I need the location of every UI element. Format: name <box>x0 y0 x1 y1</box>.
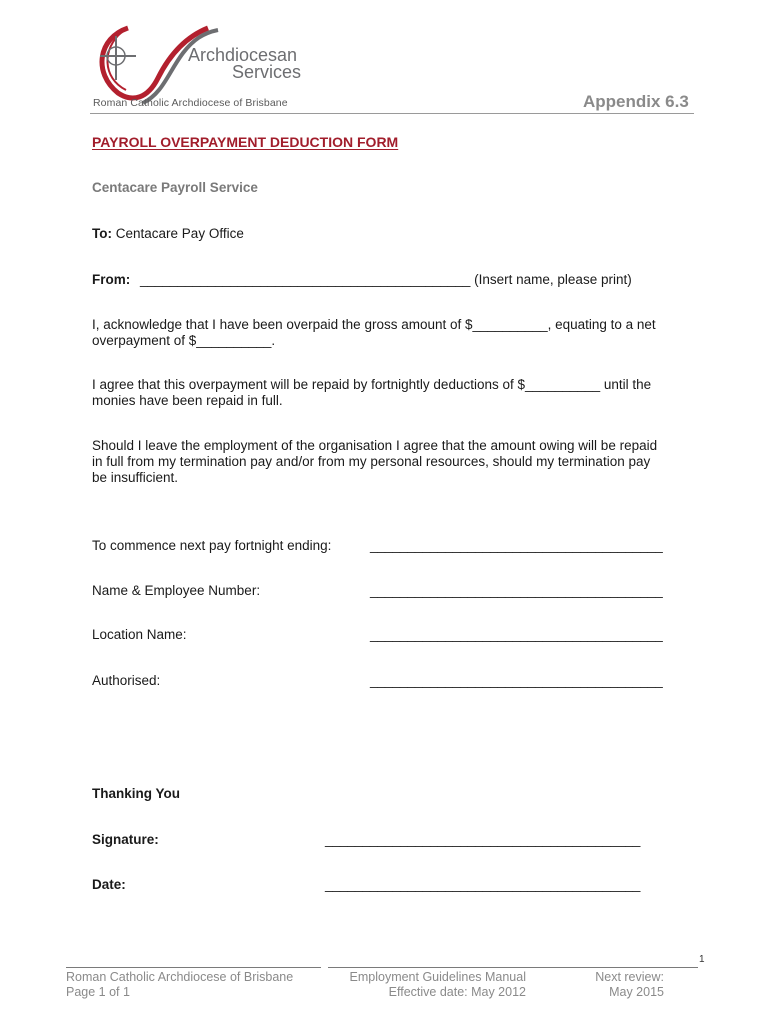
overpayment-paragraph <box>92 317 698 349</box>
footer-manual: Employment Guidelines Manual <box>349 970 526 984</box>
footer-left <box>66 970 293 1000</box>
page-number: 1 <box>699 954 705 965</box>
signature-field[interactable]: __________________________________________ <box>325 832 641 847</box>
from-hint: (Insert name, please print) <box>474 272 632 287</box>
from-line <box>92 272 632 288</box>
paragraph-line: I, acknowledge that I have been overpaid the gross amount of $__________, equating to a net <box>92 317 656 332</box>
appendix-label: Appendix 6.3 <box>583 92 689 111</box>
to-line <box>92 226 244 242</box>
thanking-you: Thanking You <box>92 786 181 801</box>
authorised-field[interactable]: _______________________________________ <box>370 673 663 688</box>
name-employee-number-field[interactable]: _______________________________________ <box>370 583 663 598</box>
footer-right <box>580 970 664 1000</box>
to-label: To: <box>92 226 112 241</box>
location-name-field[interactable]: _______________________________________ <box>370 627 663 642</box>
service-name: Centacare Payroll Service <box>92 180 258 195</box>
organisation-name: Roman Catholic Archdiocese of Brisbane <box>93 97 288 109</box>
footer-middle <box>336 970 526 1000</box>
footer-effective-date: Effective date: May 2012 <box>388 985 526 999</box>
commence-date-field[interactable]: _______________________________________ <box>370 538 663 553</box>
repayment-paragraph <box>92 377 698 409</box>
from-label: From: <box>92 272 131 287</box>
date-label: Date: <box>92 877 126 892</box>
termination-paragraph <box>92 438 698 486</box>
footer-next-review-label: Next review: <box>595 970 664 984</box>
authorised-label: Authorised: <box>92 673 161 688</box>
footer-divider-right <box>328 967 698 968</box>
commence-date-label: To commence next pay fortnight ending: <box>92 538 332 553</box>
paragraph-line: Should I leave the employment of the organisation I agree that the amount owing will be repaid <box>92 438 658 453</box>
footer-page: Page 1 of 1 <box>66 985 130 999</box>
signature-label: Signature: <box>92 832 159 847</box>
paragraph-line: overpayment of $__________. <box>92 333 276 348</box>
paragraph-line: I agree that this overpayment will be repaid by fortnightly deductions of $__________ until the <box>92 377 652 392</box>
from-name-field[interactable]: ____________________________________________ <box>140 272 471 287</box>
paragraph-line: be insufficient. <box>92 470 179 485</box>
logo-title: Archdiocesan <box>188 45 298 65</box>
footer-org: Roman Catholic Archdiocese of Brisbane <box>66 970 294 984</box>
location-name-label: Location Name: <box>92 627 187 642</box>
header-divider <box>90 113 694 114</box>
to-value: Centacare Pay Office <box>115 226 244 241</box>
footer-divider-left <box>66 967 321 968</box>
paragraph-line: monies have been repaid in full. <box>92 393 283 408</box>
form-title: PAYROLL OVERPAYMENT DEDUCTION FORM <box>92 134 399 150</box>
paragraph-line: in full from my termination pay and/or from my personal resources, should my termination pay <box>92 454 651 469</box>
date-field[interactable]: __________________________________________ <box>325 877 641 892</box>
logo-subtitle: Services <box>232 62 302 82</box>
name-employee-number-label: Name & Employee Number: <box>92 583 261 598</box>
footer-next-review-date: May 2015 <box>609 985 664 999</box>
